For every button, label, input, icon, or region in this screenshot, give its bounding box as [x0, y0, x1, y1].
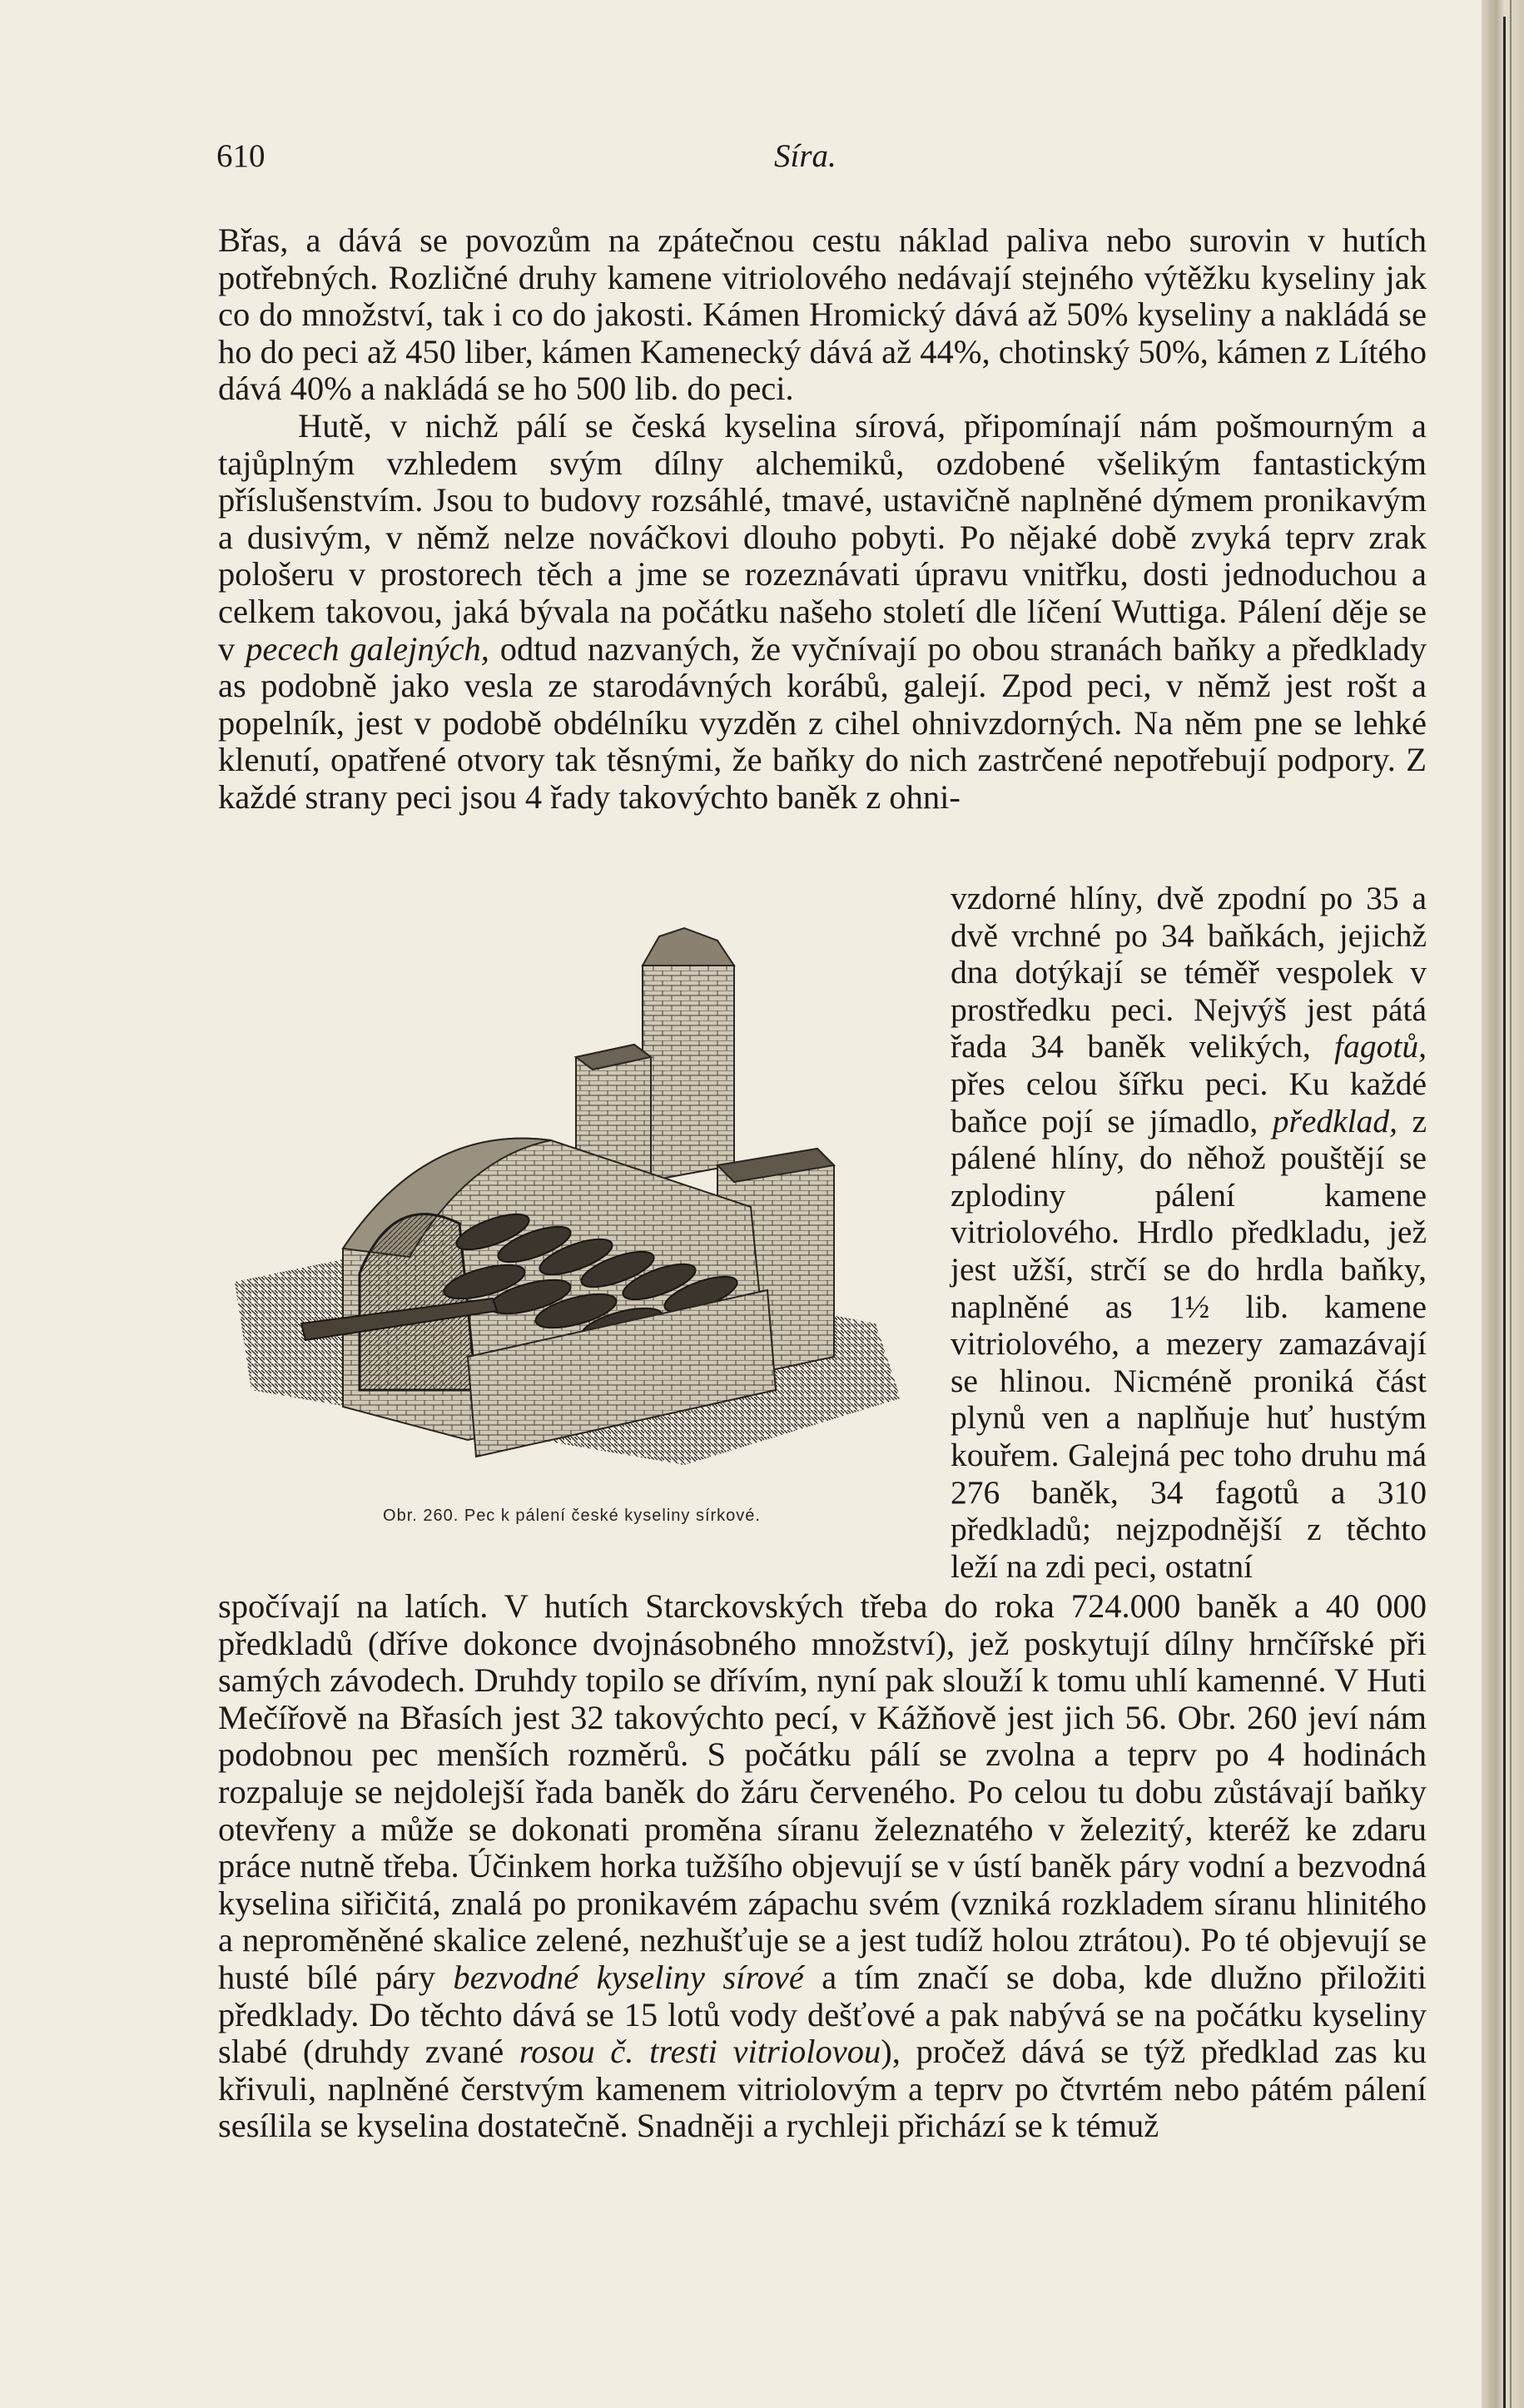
figure-furnace: [218, 891, 926, 1557]
text-block-column: [951, 880, 1427, 1585]
furnace-illustration: [218, 891, 926, 1490]
paragraph-1: Břas, a dává se povozům na zpátečnou cestu náklad paliva nebo surovin v hutích potřebných. Rozličné druhy kamene vitriolového nedávají stejného výtěžku kyseliny jak co do množství, tak i co do jakosti. Kámen Hromický dává až 50% kyseliny a nakládá se ho do peci až 450 liber, kámen Kamenecký dává až 44%, chotinský 50%, kámen z Lítého dává 40% a nakládá se ho 500 lib. do peci.: [218, 221, 1427, 408]
figure-caption: Obr. 260. Pec k pálení české kyseliny sírkové.: [383, 1507, 761, 1525]
term-pece-galejne: pecech galejných,: [246, 629, 489, 668]
page-number: 610: [216, 138, 266, 174]
book-binding-edge: [1482, 0, 1524, 2408]
column-paragraph: vzdorné hlíny, dvě zpodní po 35 a dvě vrchné po 34 baňkách, jejichž dna dotýkají se téměř vespolek v prostředku peci. Nejvýš jest pátá řada 34 baněk velikých, fagotů, přes celou šířku peci. Ku každé baňce pojí se jímadlo, předklad, z pálené hlíny, do něhož pouštějí se zplodiny pálení kamene vitriolového. Hrdlo předkladu, jež jest užší, strčí se do hrdla baňky, naplněné as 1½ lib. kamene vitriolového, a mezery zamazávají se hlinou. Nicméně proniká část plynů ven a naplňuje huť hustým kouřem. Galejná pec toho druhu má 276 baněk, 34 fagotů a 310 předkladů; nejzpodnější z těchto leží na zdi peci, ostatní: [951, 880, 1427, 1585]
term-bezvodne-kyseliny: bezvodné kyseliny sírové: [453, 1958, 804, 1996]
term-fagot: fagotů,: [1334, 1028, 1427, 1065]
running-title: Síra.: [774, 138, 836, 174]
text-block-bottom: [218, 1588, 1427, 2145]
term-predklad: předklad,: [1272, 1102, 1398, 1139]
text-block-top: [218, 222, 1427, 817]
paragraph-3: spočívají na latích. V hutích Starckovských třeba do roka 724.000 baněk a 40 000 předkladů (dříve dokonce dvojnásobného množství), jež poskytují dílny hrnčířské při samých závodech. Druhdy topilo se dřívím, nyní pak slouží k tomu uhlí kamenné. V Huti Mečířově na Břasích jest 32 takovýchto pecí, v Kážňově jest jich 56. Obr. 260 jeví nám podobnou pec menších rozměrů. S počátku pálí se zvolna a teprv po 4 hodinách rozpaluje se nejdolejší řada baněk do žáru červeného. Po celou tu dobu zůstávají baňky otevřeny a může se dokonati proměna síranu železnatého v železitý, kteréž ke zdaru práce nutně třeba. Účinkem horka tužšího objevují se v ústí baněk páry vodní a bezvodná kyselina siřičitá, znalá po pronikavém zápachu svém (vzniká rozkladem síranu hlinitého a neproměněné skalice zelené, nezhušťuje se a jest tudíž holou ztrátou). Po té objevují se husté bílé páry bezvodné kyseliny sírové a tím značí se doba, kde dlužno přiložiti předklady. Do těchto dává se 15 lotů vody dešťové a pak nabývá se na počátku kyseliny slabé (druhdy zvané rosou č. tresti vitriolovou), pročež dává se týž předklad zas ku křivuli, naplněné čerstvým kamenem vitriolovým a teprv po čtvrtém nebo pátém pálení sesílila se kyselina dostatečně. Snadněji a rychleji přichází se k témuž: [218, 1587, 1427, 2145]
term-rosou: rosou č. tresti vitriolovou: [519, 2033, 881, 2071]
paragraph-2: Hutě, v nichž pálí se česká kyselina sírová, připomínají nám pošmourným a tajůplným vzhledem svým dílny alchemiků, ozdobené všelikým fantastickým příslušenstvím. Jsou to budovy rozsáhlé, tmavé, ustavičně naplněné dýmem pronikavým a dusivým, v němž nelze nováčkovi dlouho pobyti. Po nějaké době zvyká teprv zrak pološeru v prostorech těch a jme se rozeznávati úpravu vnitřku, dosti jednoduchou a celkem takovou, jaká bývala na počátku našeho století dle líčení Wuttiga. Pálení děje se v pecech galejných, odtud nazvaných, že vyčnívají po obou stranách baňky a předklady as podobně jako vesla ze starodávných korábů, galejí. Zpod peci, v němž jest rošt a popelník, jest v podobě obdélníku vyzděn z cihel ohnivzdorných. Na něm pne se lehké klenutí, opatřené otvory tak těsnými, že baňky do nich zastrčené nepotřebují podpory. Z každé strany peci jsou 4 řady takovýchto baněk z ohni-: [218, 406, 1427, 816]
